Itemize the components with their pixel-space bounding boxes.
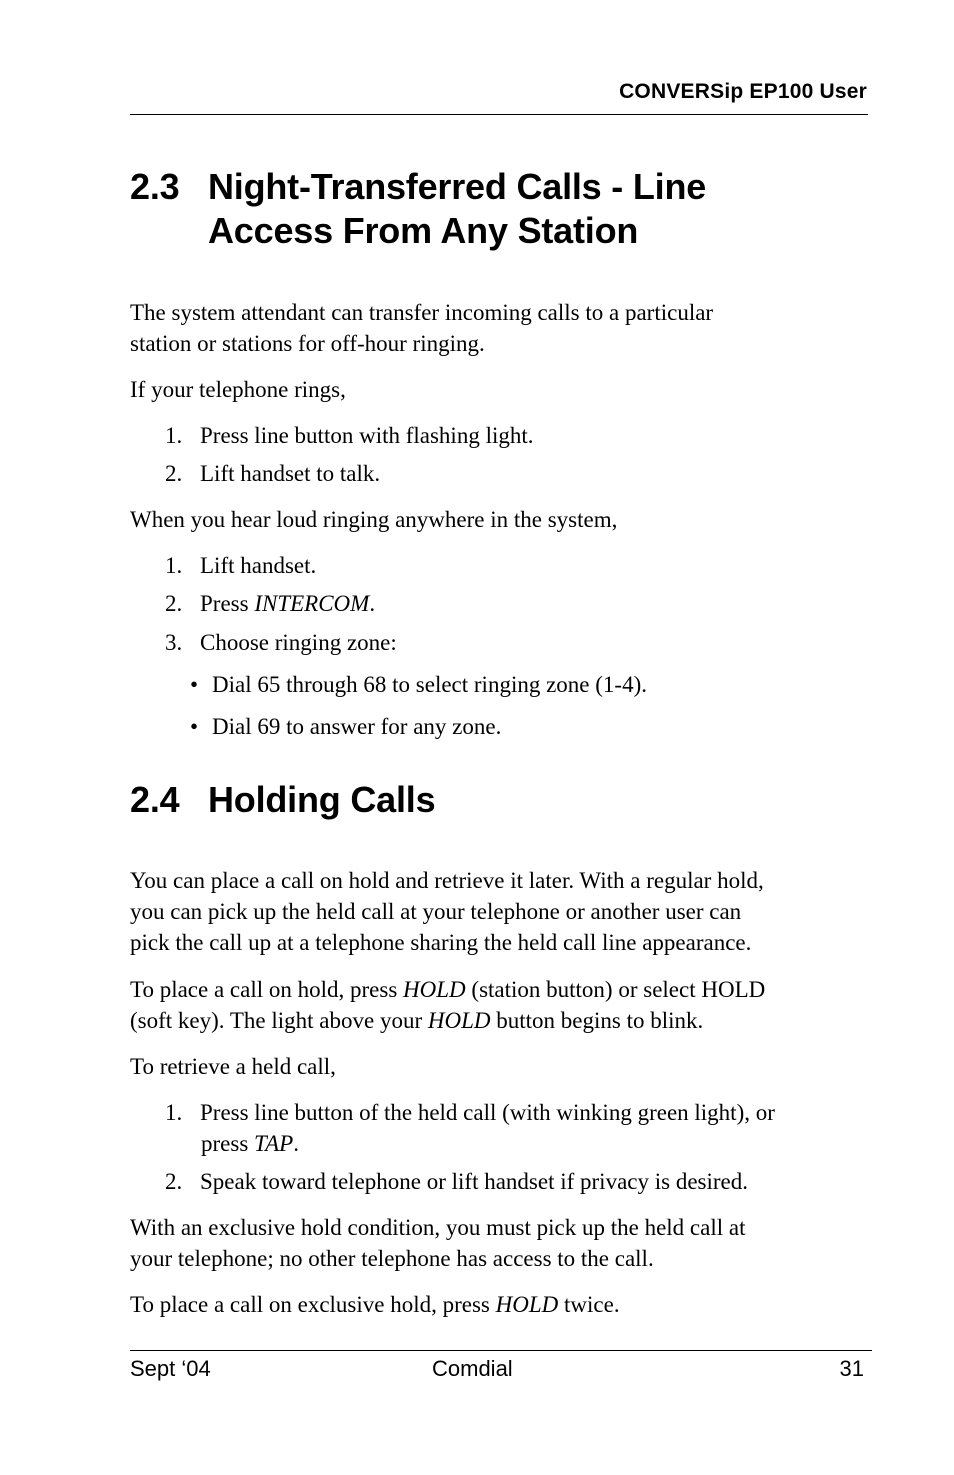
text-line: your telephone; no other telephone has access to the call.: [130, 1246, 654, 1271]
key-name: INTERCOM: [254, 591, 370, 616]
step-text: Press: [200, 591, 255, 616]
section-title: Holding Calls: [208, 779, 436, 820]
text-line: [130, 974, 765, 1005]
exclusive-hold-instruction: [130, 1289, 620, 1320]
step-text: Choose ringing zone:: [200, 630, 397, 655]
text-line: [130, 1005, 765, 1036]
section-2-3-heading: [130, 165, 706, 253]
rings-lead: If your telephone rings,: [130, 377, 346, 402]
list-item: [165, 550, 316, 581]
step-text: Press line button of the held call (with winking green light), or: [200, 1100, 775, 1125]
list-item: [165, 420, 534, 451]
bullet-text: Dial 65 through 68 to select ringing zone (1-4).: [212, 672, 647, 697]
retrieve-lead: To retrieve a held call,: [130, 1054, 336, 1079]
text-span: button begins to blink.: [490, 1008, 704, 1033]
step-text: Lift handset.: [200, 553, 317, 578]
section-2-4-heading: [130, 778, 435, 822]
section-title-line1: Night-Transferred Calls - Line: [208, 166, 707, 207]
header-title: CONVERSip EP100 User: [619, 80, 867, 103]
text-span: twice.: [558, 1292, 620, 1317]
list-item: [165, 458, 380, 489]
step-text: .: [369, 591, 376, 616]
step-number: 1.: [165, 553, 183, 578]
header-rule: [130, 114, 868, 115]
text-line: pick the call up at a telephone sharing the held call line appearance.: [130, 930, 752, 955]
text-span: (soft key). The light above your: [130, 1008, 428, 1033]
list-item: [165, 627, 397, 658]
text-line: station or stations for off-hour ringing.: [130, 331, 485, 356]
step-number: 2.: [165, 461, 183, 486]
text-line: You can place a call on hold and retrieve it later. With a regular hold,: [130, 868, 764, 893]
list-item: [165, 588, 375, 619]
hold-instructions-paragraph: [130, 974, 765, 1036]
step-number: 2.: [165, 591, 183, 616]
step-text-continued: [165, 1128, 775, 1159]
text-line: you can pick up the held call at your telephone or another user can: [130, 899, 742, 924]
text-span: To place a call on hold, press: [130, 977, 404, 1002]
section-number: 2.3: [130, 166, 180, 207]
text-span: press: [201, 1131, 255, 1156]
section-number: 2.4: [130, 779, 180, 820]
loud-ringing-lead: When you hear loud ringing anywhere in the system,: [130, 507, 618, 532]
text-span: To place a call on exclusive hold, press: [130, 1292, 496, 1317]
key-name: HOLD: [427, 1008, 491, 1033]
section-title-line2: Access From Any Station: [208, 210, 639, 251]
footer-rule: [130, 1350, 872, 1351]
intro-paragraph: [130, 297, 713, 359]
step-text: Lift handset to talk.: [200, 461, 381, 486]
key-name: HOLD: [495, 1292, 559, 1317]
step-text: Press line button with flashing light.: [200, 423, 534, 448]
step-number: 1.: [165, 1100, 183, 1125]
bullet-icon: •: [190, 672, 199, 697]
list-item: [165, 1166, 748, 1197]
text-line: With an exclusive hold condition, you must pick up the held call at: [130, 1215, 746, 1240]
exclusive-hold-paragraph: [130, 1212, 745, 1274]
bullet-icon: •: [190, 714, 199, 739]
bullet-text: Dial 69 to answer for any zone.: [212, 714, 502, 739]
text-line: The system attendant can transfer incoming calls to a particular: [130, 300, 714, 325]
text-span: (station button) or select HOLD: [465, 977, 766, 1002]
page-number: 31: [839, 1356, 864, 1381]
text-span: .: [293, 1131, 299, 1156]
key-name: HOLD: [403, 977, 466, 1002]
hold-intro-paragraph: [130, 865, 764, 958]
step-text: Speak toward telephone or lift handset if privacy is desired.: [200, 1169, 749, 1194]
step-number: 2.: [165, 1169, 183, 1194]
step-number: 1.: [165, 423, 183, 448]
bullet-item: [190, 669, 647, 700]
step-number: 3.: [165, 630, 183, 655]
list-item: [165, 1097, 775, 1159]
footer-publisher: Comdial: [432, 1356, 513, 1381]
bullet-item: [190, 711, 501, 742]
key-name: TAP: [254, 1131, 294, 1156]
footer-date: Sept ‘04: [130, 1356, 211, 1381]
